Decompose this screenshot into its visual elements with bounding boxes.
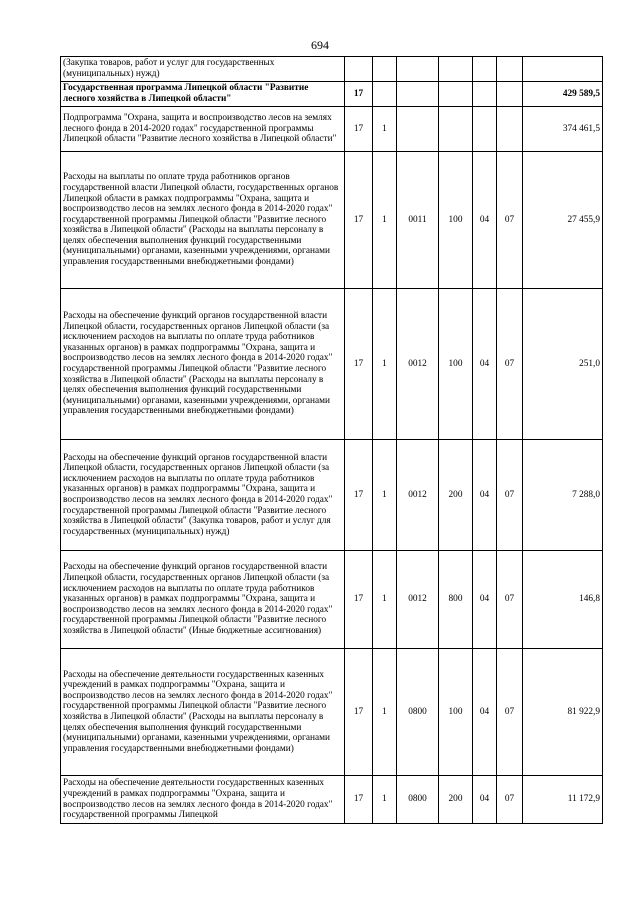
table-row [61,57,603,82]
row-description: Расходы на обеспечение деятельности государственных казенных учреждений в рамках подпрограммы "Охрана, защита и воспроизводство лесов на землях лесного фонда в 2014-2020 годах" государственной программы Липецкой [61,776,345,824]
section-code [473,82,497,107]
subsection-code: 07 [497,551,523,649]
subprogram-code: 1 [373,440,397,551]
subsection-code: 07 [497,440,523,551]
section-code: 04 [473,551,497,649]
amount: 429 589,5 [523,82,603,107]
program-code: 17 [345,82,373,107]
table-row [61,440,603,551]
table-row [61,107,603,152]
amount: 146,8 [523,551,603,649]
row-description: Расходы на обеспечение деятельности государственных казенных учреждений в рамках подпрограммы "Охрана, защита и воспроизводство лесов на землях лесного фонда в 2014-2020 годах" государственной программы Липецкой области "Развитие лесного хозяйства в Липецкой области" (Расходы на выплаты персоналу в целях обеспечения выполнения функций государственными (муниципальными) органами, казенными учреждениями, органами управления государственными внебюджетными фондами) [61,649,345,776]
program-code: 17 [345,551,373,649]
expense-type-code [439,82,473,107]
target-item-code [397,57,439,82]
program-code: 17 [345,289,373,440]
expense-type-code: 200 [439,776,473,824]
subsection-code: 07 [497,776,523,824]
subsection-code: 07 [497,649,523,776]
target-item-code: 0012 [397,440,439,551]
subprogram-code: 1 [373,152,397,289]
row-description: Расходы на обеспечение функций органов государственной власти Липецкой области, государственных органов Липецкой области (за исключением расходов на выплаты по оплате труда работников указанных органов) в рамках подпрограммы "Охрана, защита и воспроизводство лесов на землях лесного фонда в 2014-2020 годах" государственной программы Липецкой области "Развитие лесного хозяйства в Липецкой области" (Расходы на выплаты персоналу в целях обеспечения выполнения функций государственными (муниципальными) органами, казенными учреждениями, органами управления государственными внебюджетными фондами) [61,289,345,440]
program-code: 17 [345,107,373,152]
program-code: 17 [345,440,373,551]
target-item-code: 0012 [397,551,439,649]
program-code: 17 [345,649,373,776]
subprogram-code: 1 [373,107,397,152]
row-description: Расходы на выплаты по оплате труда работников органов государственной власти Липецкой области, государственных органов Липецкой области в рамках подпрограммы "Охрана, защита и воспроизводство лесов на землях лесного фонда в 2014-2020 годах" государственной программы Липецкой области "Развитие лесного хозяйства в Липецкой области" (Расходы на выплаты персоналу в целях обеспечения выполнения функций государственными (муниципальными) органами, казенными учреждениями, органами управления государственными внебюджетными фондами) [61,152,345,289]
amount: 7 288,0 [523,440,603,551]
section-code [473,107,497,152]
target-item-code: 0011 [397,152,439,289]
page-number: 694 [311,38,329,52]
row-description: Государственная программа Липецкой области "Развитие лесного хозяйства в Липецкой области" [61,82,345,107]
subprogram-code: 1 [373,289,397,440]
subsection-code [497,82,523,107]
expense-type-code: 200 [439,440,473,551]
amount: 11 172,9 [523,776,603,824]
section-code: 04 [473,649,497,776]
table-row [61,289,603,440]
subprogram-code: 1 [373,649,397,776]
subprogram-code [373,57,397,82]
expense-type-code: 800 [439,551,473,649]
amount [523,57,603,82]
subsection-code [497,57,523,82]
subprogram-code: 1 [373,551,397,649]
amount: 81 922,9 [523,649,603,776]
amount: 251,0 [523,289,603,440]
table-row [61,649,603,776]
subsection-code [497,107,523,152]
section-code: 04 [473,289,497,440]
program-code: 17 [345,152,373,289]
target-item-code: 0800 [397,649,439,776]
expense-type-code: 100 [439,289,473,440]
section-code: 04 [473,776,497,824]
subsection-code: 07 [497,152,523,289]
row-description: Расходы на обеспечение функций органов государственной власти Липецкой области, государственных органов Липецкой области (за исключением расходов на выплаты по оплате труда работников указанных органов) в рамках подпрограммы "Охрана, защита и воспроизводство лесов на землях лесного фонда в 2014-2020 годах" государственной программы Липецкой области "Развитие лесного хозяйства в Липецкой области" (Иные бюджетные ассигнования) [61,551,345,649]
table-row [61,82,603,107]
expense-type-code [439,107,473,152]
target-item-code [397,82,439,107]
subprogram-code [373,82,397,107]
row-description: Подпрограмма "Охрана, защита и воспроизводство лесов на землях лесного фонда в 2014-2020 годах" государственной программы Липецкой области "Развитие лесного хозяйства в Липецкой области" [61,107,345,152]
program-code: 17 [345,776,373,824]
section-code: 04 [473,440,497,551]
program-code [345,57,373,82]
expense-type-code: 100 [439,152,473,289]
target-item-code [397,107,439,152]
amount: 374 461,5 [523,107,603,152]
subsection-code: 07 [497,289,523,440]
budget-table [60,56,603,824]
target-item-code: 0012 [397,289,439,440]
row-description: (Закупка товаров, работ и услуг для государственных (муниципальных) нужд) [61,57,345,82]
amount: 27 455,9 [523,152,603,289]
table-row [61,551,603,649]
table-row [61,776,603,824]
section-code: 04 [473,152,497,289]
target-item-code: 0800 [397,776,439,824]
row-description: Расходы на обеспечение функций органов государственной власти Липецкой области, государственных органов Липецкой области (за исключением расходов на выплаты по оплате труда работников указанных органов) в рамках подпрограммы "Охрана, защита и воспроизводство лесов на землях лесного фонда в 2014-2020 годах" государственной программы Липецкой области "Развитие лесного хозяйства в Липецкой области" (Закупка товаров, работ и услуг для государственных (муниципальных) нужд) [61,440,345,551]
table-row [61,152,603,289]
expense-type-code [439,57,473,82]
subprogram-code: 1 [373,776,397,824]
section-code [473,57,497,82]
expense-type-code: 100 [439,649,473,776]
